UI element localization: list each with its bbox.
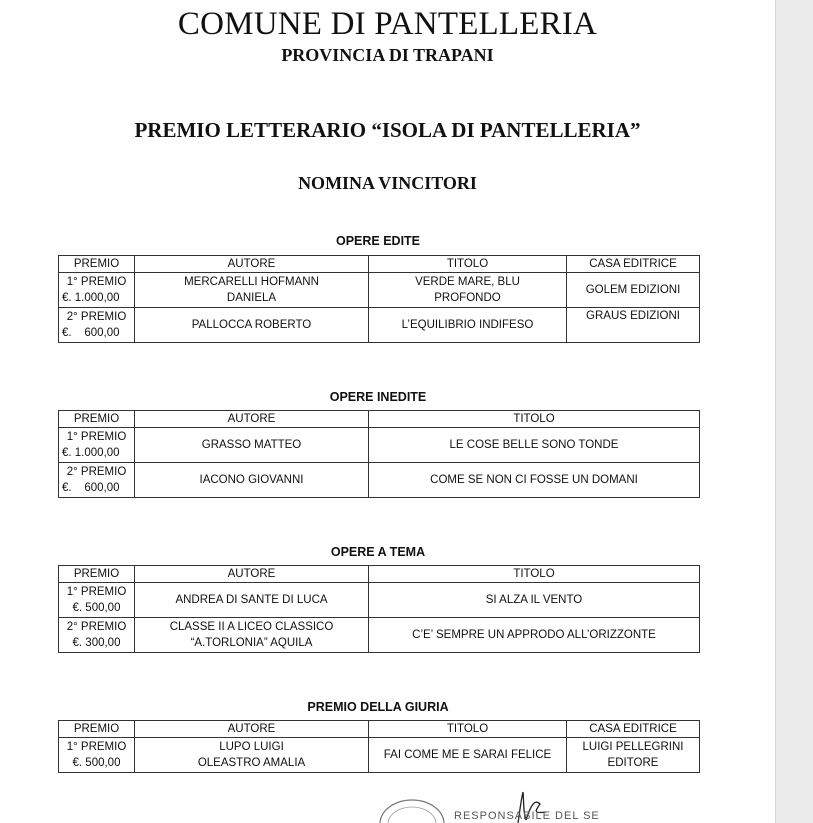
table-row — [59, 428, 700, 463]
premio-cell — [59, 618, 135, 653]
table-opere-edite — [58, 255, 700, 343]
prize-title: PREMIO LETTERARIO “ISOLA DI PANTELLERIA” — [134, 118, 641, 142]
autore-cell: IACONO GIOVANNI — [135, 463, 369, 498]
premio-rank: 1° PREMIO — [66, 276, 127, 288]
table-opere-a-tema — [58, 565, 700, 653]
premio-rank: 2° PREMIO — [66, 621, 127, 633]
premio-cell — [59, 308, 135, 343]
header-autore: AUTORE — [135, 566, 369, 583]
table-row — [59, 308, 700, 343]
titolo-cell — [369, 273, 567, 308]
autore-line: OLEASTRO AMALIA — [197, 757, 306, 769]
autore-cell: ANDREA DI SANTE DI LUCA — [135, 583, 369, 618]
table-row — [59, 273, 700, 308]
header-titolo: TITOLO — [369, 411, 700, 428]
titolo-cell: C’E’ SEMPRE UN APPRODO ALL’ORIZZONTE — [369, 618, 700, 653]
header-titolo: TITOLO — [369, 256, 567, 273]
autore-line: CLASSE II A LICEO CLASSICO — [169, 621, 334, 633]
titolo-line: PROFONDO — [434, 292, 501, 304]
premio-cell — [59, 273, 135, 308]
table-row — [59, 463, 700, 498]
header-autore: AUTORE — [135, 256, 369, 273]
header-premio: PREMIO — [59, 256, 135, 273]
table-row — [59, 738, 700, 773]
table-premio-giuria — [58, 720, 700, 773]
premio-rank: 2° PREMIO — [66, 466, 127, 478]
premio-amount: €. 600,00 — [62, 327, 120, 339]
province-subtitle: PROVINCIA DI TRAPANI — [281, 45, 494, 65]
titolo-cell: FAI COME ME E SARAI FELICE — [369, 738, 567, 773]
autore-line: LUPO LUIGI — [219, 741, 284, 753]
casa-editrice-cell: GOLEM EDIZIONI — [567, 273, 700, 308]
side-margin-strip — [775, 0, 813, 823]
premio-rank: 1° PREMIO — [66, 586, 127, 598]
premio-amount: €. 600,00 — [62, 482, 120, 494]
autore-cell — [135, 738, 369, 773]
premio-amount: €. 1.000,00 — [62, 447, 120, 459]
section-title-opere-edite: OPERE EDITE — [335, 234, 421, 248]
premio-amount: €. 300,00 — [72, 637, 121, 649]
autore-line: MERCARELLI HOFMANN — [184, 276, 319, 288]
premio-cell — [59, 428, 135, 463]
header-titolo: TITOLO — [369, 721, 567, 738]
header-casa-editrice: CASA EDITRICE — [567, 256, 700, 273]
titolo-cell: LE COSE BELLE SONO TONDE — [369, 428, 700, 463]
premio-amount: €. 500,00 — [72, 757, 121, 769]
municipality-title: COMUNE DI PANTELLERIA — [177, 6, 598, 42]
premio-rank: 2° PREMIO — [66, 311, 127, 323]
autore-cell — [135, 273, 369, 308]
section-title-opere-a-tema: OPERE A TEMA — [330, 545, 426, 559]
header-autore: AUTORE — [135, 721, 369, 738]
premio-rank: 1° PREMIO — [66, 741, 127, 753]
header-premio: PREMIO — [59, 411, 135, 428]
premio-cell — [59, 463, 135, 498]
signature-caption: RESPONSABILE DEL SE — [454, 810, 600, 822]
section-title-opere-inedite: OPERE INEDITE — [329, 390, 427, 404]
casa-editrice-cell — [567, 738, 700, 773]
titolo-cell: SI ALZA IL VENTO — [369, 583, 700, 618]
premio-amount: €. 1.000,00 — [62, 292, 120, 304]
autore-cell: PALLOCCA ROBERTO — [135, 308, 369, 343]
table-opere-inedite — [58, 410, 700, 498]
official-stamp-icon — [380, 800, 444, 823]
autore-cell: GRASSO MATTEO — [135, 428, 369, 463]
section-title-premio-giuria: PREMIO DELLA GIURIA — [307, 700, 449, 714]
winners-heading: NOMINA VINCITORI — [298, 173, 477, 193]
autore-line: “A.TORLONIA” AQUILA — [190, 637, 313, 649]
casa-line: LUIGI PELLEGRINI — [582, 741, 684, 753]
table-row — [59, 583, 700, 618]
premio-rank: 1° PREMIO — [66, 431, 127, 443]
titolo-cell: L’EQUILIBRIO INDIFESO — [369, 308, 567, 343]
casa-editrice-cell: GRAUS EDIZIONI — [567, 308, 700, 343]
autore-line: DANIELA — [226, 292, 277, 304]
table-row — [59, 618, 700, 653]
premio-cell — [59, 583, 135, 618]
premio-cell — [59, 738, 135, 773]
casa-line: EDITORE — [607, 757, 659, 769]
titolo-cell: COME SE NON CI FOSSE UN DOMANI — [369, 463, 700, 498]
header-titolo: TITOLO — [369, 566, 700, 583]
header-premio: PREMIO — [59, 566, 135, 583]
titolo-line: VERDE MARE, BLU — [415, 276, 520, 288]
header-premio: PREMIO — [59, 721, 135, 738]
autore-cell — [135, 618, 369, 653]
header-casa-editrice: CASA EDITRICE — [567, 721, 700, 738]
header-autore: AUTORE — [135, 411, 369, 428]
premio-amount: €. 500,00 — [72, 602, 121, 614]
